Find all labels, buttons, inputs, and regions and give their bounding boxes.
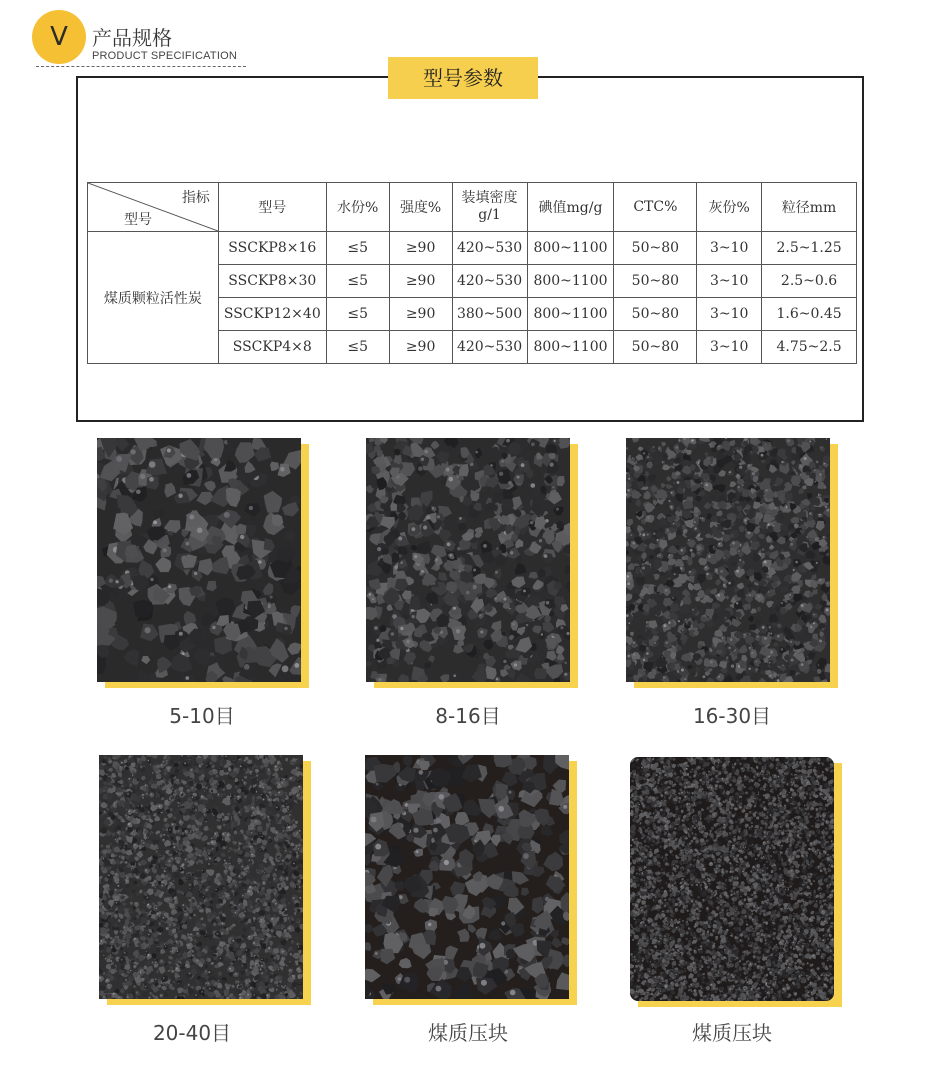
spec-tag: 型号参数: [388, 57, 538, 99]
table-cell: SSCKP8×16: [218, 232, 326, 265]
carbon-granules-image: [97, 438, 301, 682]
table-cell: 2.5~0.6: [762, 265, 857, 298]
table-cell: 420~530: [452, 331, 527, 364]
photo-caption: 20-40目: [152, 1021, 232, 1045]
corner-label-bottom: 型号: [124, 212, 152, 228]
table-cell: 2.5~1.25: [762, 232, 857, 265]
header-cell: 碘值mg/g: [527, 183, 614, 232]
granule-texture: [99, 755, 303, 999]
table-cell: ≤5: [326, 232, 389, 265]
granule-texture: [630, 757, 834, 1001]
photo-caption: 煤质压块: [428, 1021, 508, 1045]
table-cell: 3~10: [697, 232, 762, 265]
table-cell: 800~1100: [527, 265, 614, 298]
granule-texture: [365, 755, 569, 999]
table-cell: 3~10: [697, 331, 762, 364]
granule-texture: [626, 438, 830, 682]
table-cell: 50~80: [614, 265, 697, 298]
table-cell: ≥90: [389, 232, 452, 265]
table-cell: ≥90: [389, 298, 452, 331]
header-cell: 灰份%: [697, 183, 762, 232]
product-photo: [626, 438, 830, 682]
table-cell: 420~530: [452, 232, 527, 265]
header-cell: 水份%: [326, 183, 389, 232]
product-photo: [630, 757, 834, 1001]
granule-texture: [97, 438, 301, 682]
table-cell: SSCKP12×40: [218, 298, 326, 331]
table-cell: ≤5: [326, 331, 389, 364]
table-cell: 50~80: [614, 331, 697, 364]
table-cell: 3~10: [697, 265, 762, 298]
table-cell: ≥90: [389, 265, 452, 298]
header-cell: 粒径mm: [762, 183, 857, 232]
table-cell: 50~80: [614, 298, 697, 331]
table-row: [88, 232, 857, 265]
table-cell: ≤5: [326, 298, 389, 331]
section-subtitle: PRODUCT SPECIFICATION: [92, 50, 237, 62]
carbon-granules-image: [366, 438, 570, 682]
spec-table: [87, 182, 857, 364]
table-cell: 50~80: [614, 232, 697, 265]
corner-header-cell: [88, 183, 219, 232]
header-cell: 装填密度g/1: [452, 183, 527, 232]
header-cell: 强度%: [389, 183, 452, 232]
header-cell: CTC%: [614, 183, 697, 232]
table-cell: 380~500: [452, 298, 527, 331]
table-cell: 1.6~0.45: [762, 298, 857, 331]
photo-caption: 5-10目: [169, 704, 235, 728]
product-photo: [99, 755, 303, 999]
carbon-granules-image: [99, 755, 303, 999]
table-cell: 4.75~2.5: [762, 331, 857, 364]
table-cell: ≥90: [389, 331, 452, 364]
corner-label-top: 指标: [181, 190, 210, 206]
product-photo: [97, 438, 301, 682]
category-cell: 煤质颗粒活性炭: [88, 232, 219, 364]
carbon-briquette-image: [365, 755, 569, 999]
table-header-row: [88, 183, 857, 232]
header-cell: 型号: [218, 183, 326, 232]
photo-caption: 8-16目: [435, 704, 501, 728]
table-cell: 800~1100: [527, 331, 614, 364]
table-cell: SSCKP8×30: [218, 265, 326, 298]
table-cell: 420~530: [452, 265, 527, 298]
table-cell: 800~1100: [527, 232, 614, 265]
product-photo: [366, 438, 570, 682]
photo-caption: 16-30目: [692, 704, 772, 728]
carbon-granules-image: [626, 438, 830, 682]
table-cell: SSCKP4×8: [218, 331, 326, 364]
granule-texture: [366, 438, 570, 682]
section-badge: V: [32, 10, 86, 64]
table-cell: ≤5: [326, 265, 389, 298]
product-photo: [365, 755, 569, 999]
section-title: 产品规格: [92, 26, 172, 50]
table-cell: 3~10: [697, 298, 762, 331]
carbon-briquette-image: [630, 757, 834, 1001]
photo-caption: 煤质压块: [692, 1021, 772, 1045]
table-cell: 800~1100: [527, 298, 614, 331]
header-divider: [36, 66, 246, 67]
